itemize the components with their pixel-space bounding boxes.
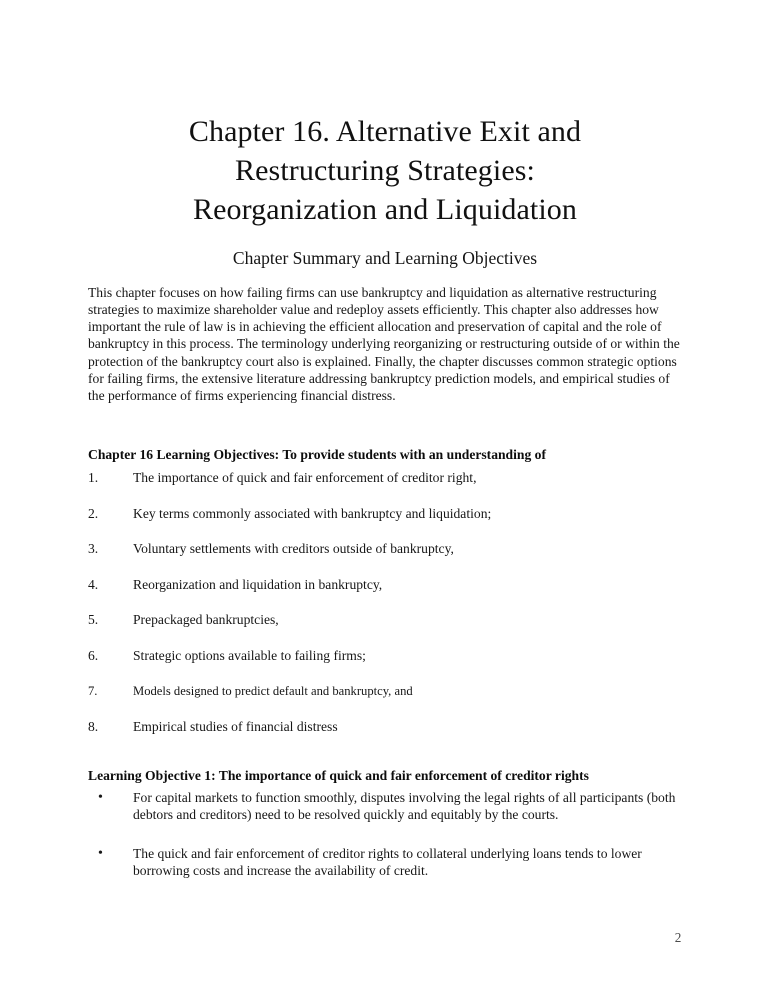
list-item-number: 4. <box>88 576 99 592</box>
list-item <box>88 576 684 612</box>
intro-paragraph: This chapter focuses on how failing firms can use bankruptcy and liquidation as alternative restructuring strategies to maximize shareholder value and redeploy assets efficiently. This chapter also addresses how important the rule of law is in achieving the efficient allocation and preservation of capital and the role of bankruptcy in this process. The terminology underlying reorganizing or restructuring outside of or within the protection of the bankruptcy court also is explained. Finally, the chapter discusses common strategic options for failing firms, the extensive literature addressing bankruptcy prediction models, and empirical studies of the performance of firms experiencing financial distress. <box>88 284 680 404</box>
learning-objective-1-heading: Learning Objective 1: The importance of quick and fair enforcement of creditor rights <box>88 767 589 783</box>
learning-objectives-heading: Chapter 16 Learning Objectives: To provide students with an understanding of <box>88 446 546 462</box>
list-item-number: 3. <box>88 541 99 557</box>
list-item <box>88 469 684 505</box>
bullet-icon: • <box>98 845 103 861</box>
list-item-number: 2. <box>88 505 99 521</box>
list-item-text: Strategic options available to failing firms; <box>133 647 366 663</box>
list-item-text: Empirical studies of financial distress <box>133 719 338 735</box>
list-item-text: The quick and fair enforcement of creditor rights to collateral underlying loans tends to lower borrowing costs and increase the availability of credit. <box>133 845 642 878</box>
page-title-line-2: Restructuring Strategies: <box>235 154 535 188</box>
list-item-number: 6. <box>88 647 99 663</box>
list-item <box>88 611 684 647</box>
list-item <box>98 845 684 880</box>
list-item <box>88 505 684 541</box>
list-item-text: For capital markets to function smoothly, disputes involving the legal rights of all participants (both debtors and creditors) need to be resolved quickly and equitably by the courts. <box>133 790 676 823</box>
list-item-number: 7. <box>88 683 98 698</box>
list-item-text: The importance of quick and fair enforcement of creditor right, <box>133 470 477 485</box>
learning-objectives-list <box>88 469 684 754</box>
page-subtitle: Chapter Summary and Learning Objectives <box>232 247 538 268</box>
list-item <box>88 647 684 683</box>
list-item-number: 8. <box>88 719 99 735</box>
bullet-icon: • <box>98 790 103 805</box>
page-title-line-1: Chapter 16. Alternative Exit and <box>188 115 582 149</box>
list-item-text: Voluntary settlements with creditors outside of bankruptcy, <box>133 541 454 557</box>
list-item <box>88 683 684 719</box>
list-item-text: Key terms commonly associated with bankruptcy and liquidation; <box>133 505 492 521</box>
learning-objective-1-bullets <box>98 789 684 900</box>
list-item-number: 1. <box>88 470 99 485</box>
list-item-text: Prepackaged bankruptcies, <box>133 612 279 628</box>
page-number: 2 <box>674 930 682 945</box>
list-item-text: Models designed to predict default and bankruptcy, and <box>133 683 413 698</box>
list-item <box>98 789 684 824</box>
page-title <box>88 112 682 229</box>
list-item <box>88 540 684 576</box>
list-item-text: Reorganization and liquidation in bankruptcy, <box>133 576 383 592</box>
list-item <box>88 718 684 754</box>
list-item-number: 5. <box>88 612 99 628</box>
page-title-line-3: Reorganization and Liquidation <box>192 193 578 227</box>
